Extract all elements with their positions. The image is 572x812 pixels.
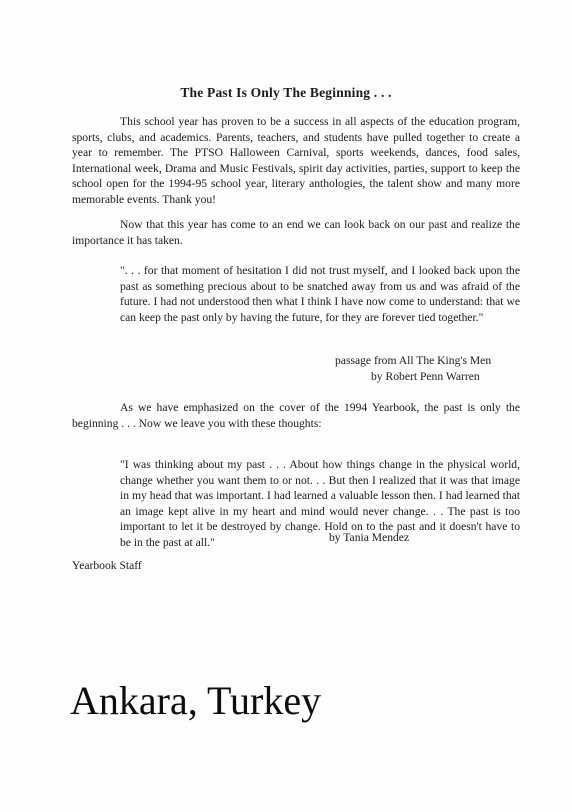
closing-paragraph: As we have emphasized on the cover of the 1994 Yearbook, the past is only the beginning . . . Now we leave you with these thoughts: — [72, 401, 520, 430]
signature: Yearbook Staff — [72, 559, 142, 572]
intro-paragraph: This school year has proven to be a success in all aspects of the education program, sports, clubs, and academics. Parents, teachers, and students have pulled together to create a year to remember. The PTSO Halloween Carnival, sports weekends, dances, food sales, International week, Drama and Music Festivals, spirit day activities, parties, support to keep the school open for the 1994-95 school year, literary anthologies, the talent show and many more memorable events. Thank you! — [72, 115, 520, 206]
reflection-paragraph: Now that this year has come to an end we can look back on our past and realize the importance it has taken. — [72, 218, 520, 247]
quote-author-line: by Robert Penn Warren — [371, 370, 480, 383]
student-quote: "I was thinking about my past . . . About how things change in the physical world, change whether you want them to or not. . . But then I realized that it was that image in my head that was important. I had learned a valuable lesson then. I had learned that an image kept alive in my heart and mind would never change. . . The past is too important to let it be destroyed by change. Hold on to the past and it doesn't have to be in the past at all." — [120, 458, 520, 549]
kings-men-quote: ". . . for that moment of hesitation I did not trust myself, and I looked back upon the past as something precious about to be snatched away from us and was afraid of the future. I had not understood then what I think I have now come to understand: that we can keep the past only by having the future, for they are forever tied together." — [120, 264, 520, 324]
page-title: The Past Is Only The Beginning . . . — [180, 85, 392, 100]
quote-source-line: passage from All The King's Men — [335, 354, 492, 367]
place-heading: Ankara, Turkey — [70, 678, 322, 723]
student-quote-author: by Tania Mendez — [329, 531, 410, 544]
